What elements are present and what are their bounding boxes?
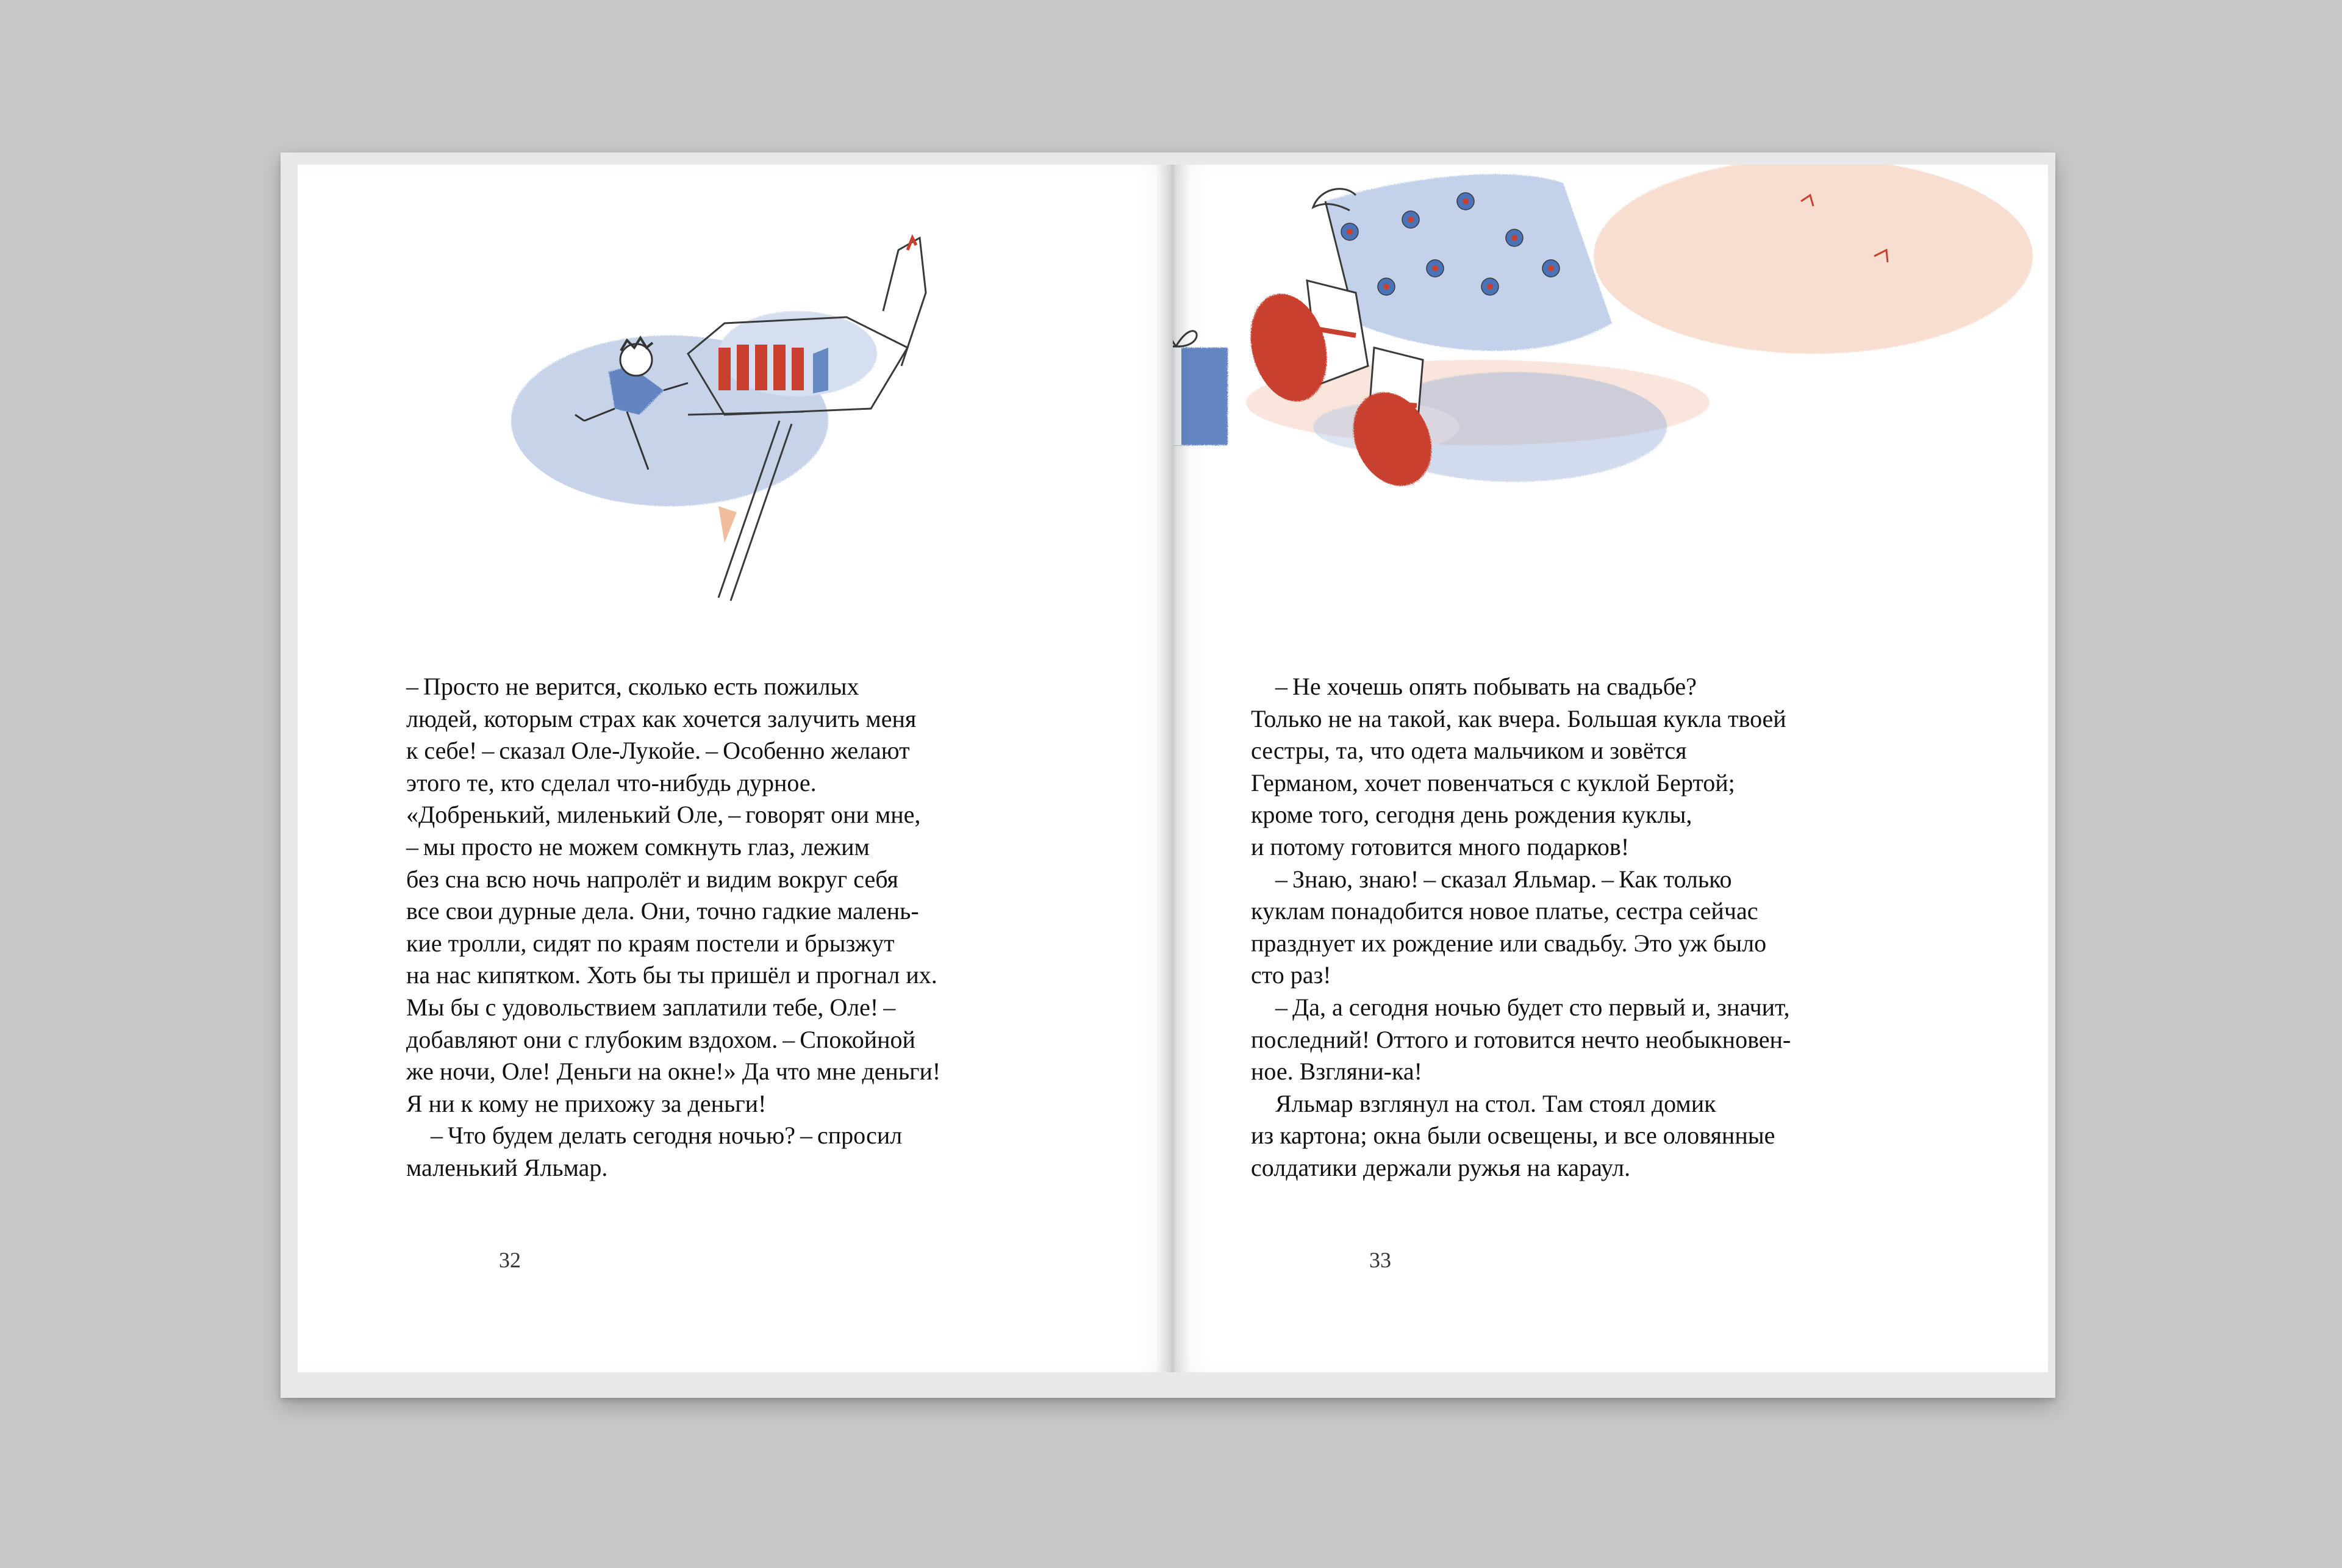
left-page [298, 165, 1173, 1372]
text-line: добавляют они с глубоким вздохом. – Спокойной [406, 1025, 915, 1053]
text-line: людей, которым страх как хочется залучить меня [406, 704, 917, 732]
text-line: – Что будем делать сегодня ночью? – спросил [406, 1122, 903, 1150]
page-number-left: 32 [499, 1248, 521, 1272]
text-line: Яльмар взглянул на стол. Там стоял домик [1251, 1089, 1716, 1117]
text-line: Германом, хочет повенчаться с куклой Бертой; [1251, 768, 1735, 797]
text-line: – Знаю, знаю! – сказал Яльмар. – Как только [1251, 865, 1732, 893]
text-line: сестры, та, что одета мальчиком и зовётся [1251, 737, 1687, 765]
text-line: к себе! – сказал Оле-Лукойе. – Особенно желают [406, 737, 910, 765]
text-line: ное. Взгляни-ка! [1251, 1058, 1422, 1086]
gift-box [1173, 331, 1228, 445]
text-line: – Просто не верится, сколько есть пожилых [406, 673, 859, 700]
text-line: без сна всю ночь напролёт и видим вокруг себя [406, 865, 898, 893]
text-line: Мы бы с удовольствием заплатили тебе, Оле! – [406, 993, 896, 1021]
text-line: этого те, кто сделал что-нибудь дурное. [406, 768, 817, 797]
text-line: «Добренький, миленький Оле, – говорят они мне, [406, 801, 921, 829]
crayon-haze-blue [511, 311, 877, 506]
text-line: Я ни к кому не прихожу за деньги! [406, 1089, 767, 1117]
right-page-text [1251, 671, 1791, 1184]
right-page [1173, 165, 2048, 1372]
text-line: же ночи, Оле! Деньги на окне!» Да что мне деньги! [406, 1058, 941, 1086]
page-number-right: 33 [1369, 1248, 1391, 1272]
text-line: из картона; окна были освещены, и все оловянные [1251, 1122, 1775, 1150]
text-line: сто раз! [1251, 961, 1331, 989]
text-line: и потому готовится много подарков! [1251, 832, 1630, 861]
text-line: – Не хочешь опять побывать на свадьбе? [1251, 673, 1697, 700]
text-line: последний! Оттого и готовится нечто необыкновен- [1251, 1025, 1791, 1053]
text-line: – Да, а сегодня ночью будет сто первый и, значит, [1251, 993, 1790, 1021]
left-page-text [406, 671, 940, 1184]
text-line: все свои дурные дела. Они, точно гадкие малень- [406, 897, 919, 925]
text-line: Только не на такой, как вчера. Большая кукла твоей [1251, 704, 1786, 732]
right-illustration [1173, 165, 2048, 628]
left-illustration [298, 165, 1173, 628]
text-line: куклам понадобится новое платье, сестра сейчас [1251, 897, 1758, 925]
text-line: – мы просто не можем сомкнуть глаз, лежим [406, 832, 870, 861]
text-line: кроме того, сегодня день рождения куклы, [1251, 801, 1692, 829]
text-line: маленький Яльмар. [406, 1153, 608, 1181]
text-line: на нас кипятком. Хоть бы ты пришёл и прогнал их. [406, 961, 937, 989]
text-line: празднует их рождение или свадьбу. Это уж было [1251, 929, 1767, 957]
text-line: солдатики держали ружья на караул. [1251, 1153, 1631, 1181]
text-line: кие тролли, сидят по краям постели и брызжут [406, 929, 895, 957]
